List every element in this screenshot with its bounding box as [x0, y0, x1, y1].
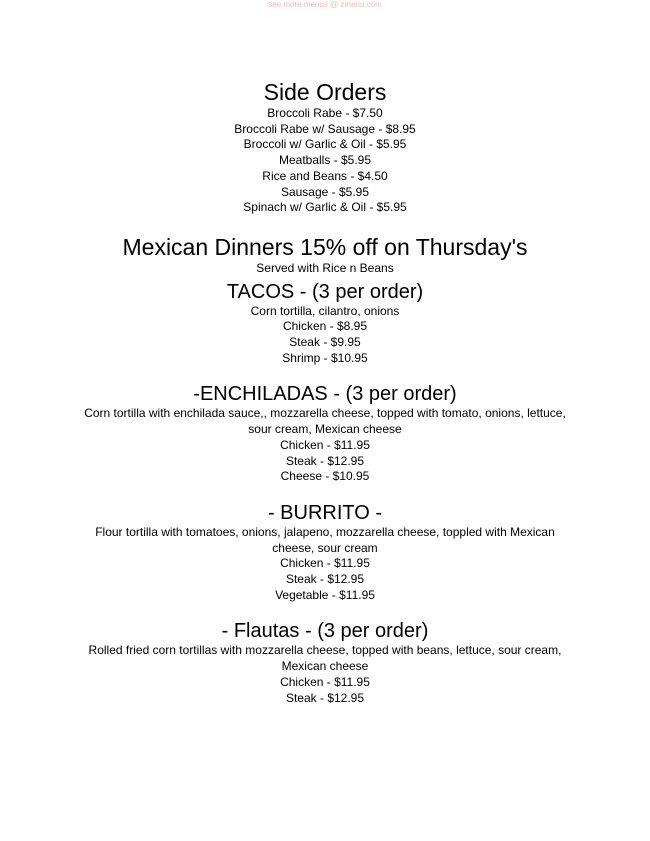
flautas-title: - Flautas - (3 per order) — [221, 620, 429, 643]
side-order-item: Rice and Beans - $4.50 — [262, 168, 388, 183]
flautas-section — [0, 619, 650, 706]
side-orders-title: Side Orders — [263, 79, 387, 105]
enchiladas-title: -ENCHILADAS - (3 per order) — [193, 383, 457, 406]
side-order-item: Broccoli Rabe w/ Sausage - $8.95 — [234, 121, 416, 136]
burrito-title: - BURRITO - — [267, 501, 383, 524]
tacos-section — [0, 280, 650, 367]
flautas-description: Rolled fried corn tortillas with mozzarella cheese, topped with beans, lettuce, sour cream, Mexican cheese — [88, 643, 562, 674]
mexican-dinners-title: Mexican Dinners 15% off on Thursday's — [122, 233, 528, 260]
enchiladas-description: Corn tortilla with enchilada sauce,, mozzarella cheese, topped with tomato, onions, lettuce, sour cream, Mexican cheese — [84, 406, 566, 437]
side-order-item: Broccoli Rabe - $7.50 — [267, 106, 383, 120]
side-orders-section — [0, 78, 650, 216]
burrito-description: Flour tortilla with tomatoes, onions, jalapeno, mozzarella cheese, toppled with Mexican cheese, sour cream — [95, 524, 555, 555]
burrito-item: Steak - $12.95 — [285, 572, 365, 587]
burrito-item: Vegetable - $11.95 — [275, 587, 375, 602]
enchiladas-item: Steak - $12.95 — [285, 453, 365, 468]
burrito-item: Chicken - $11.95 — [280, 556, 370, 571]
tacos-item: Shrimp - $10.95 — [282, 350, 368, 365]
enchiladas-section — [0, 382, 650, 485]
tacos-title: TACOS - (3 per order) — [226, 280, 424, 303]
side-order-item: Sausage - $5.95 — [280, 184, 370, 199]
tacos-item: Steak - $9.95 — [289, 335, 361, 350]
burrito-section — [0, 501, 650, 604]
mexican-dinners-section — [0, 233, 650, 277]
menu-page — [0, 78, 650, 706]
flautas-item: Chicken - $11.95 — [280, 674, 370, 689]
side-order-item: Meatballs - $5.95 — [278, 153, 372, 168]
watermark-text: see more menus @ zmenu.com — [268, 0, 382, 9]
flautas-item: Steak - $12.95 — [285, 690, 365, 705]
mexican-dinners-subtitle: Served with Rice n Beans — [256, 260, 394, 275]
tacos-description: Corn tortilla, cilantro, onions — [250, 303, 400, 318]
enchiladas-item: Cheese - $10.95 — [280, 469, 370, 484]
tacos-item: Chicken - $8.95 — [282, 319, 368, 334]
enchiladas-item: Chicken - $11.95 — [280, 437, 370, 452]
side-order-item: Broccoli w/ Garlic & Oil - $5.95 — [243, 137, 407, 152]
side-order-item: Spinach w/ Garlic & Oil - $5.95 — [243, 200, 407, 215]
